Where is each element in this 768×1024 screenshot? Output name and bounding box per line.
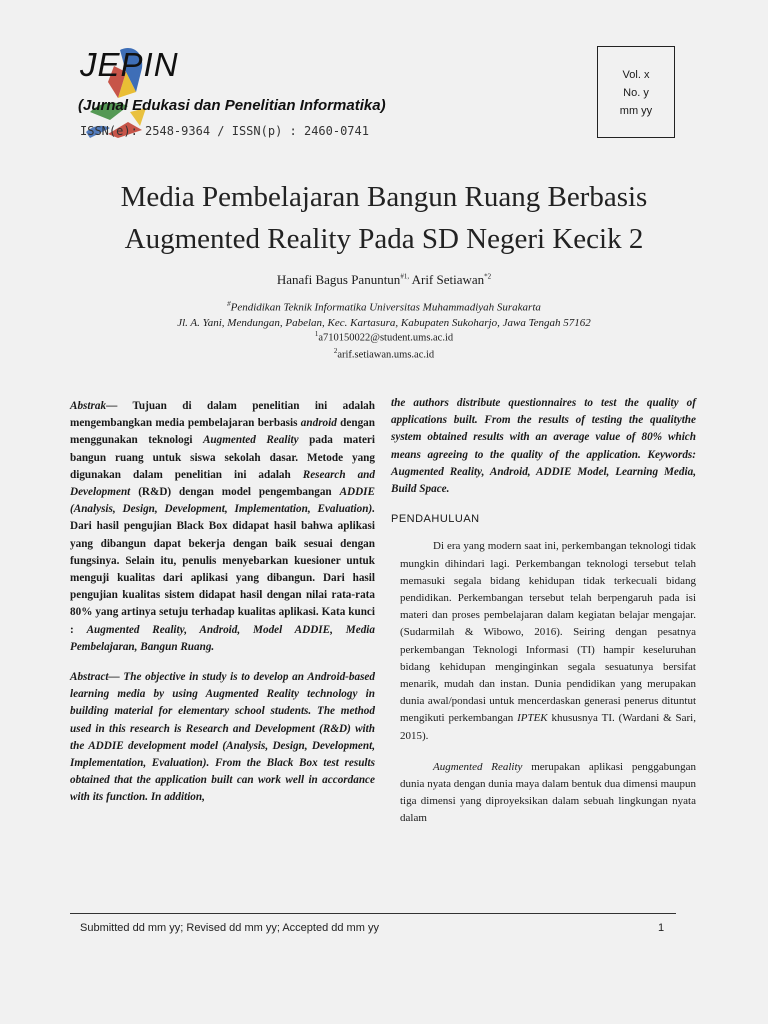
authors <box>60 272 708 288</box>
issue-date: mm yy <box>619 105 653 117</box>
email-1-text: a710150022@student.ums.ac.id <box>318 332 454 344</box>
right-column <box>391 395 696 842</box>
abstrak-text-5: Dari hasil pengujian Black Box didapat hasil bahwa aplikasi yang dibangun dapat bekerja dengan baik sesuai dengan fungsinya. Selain itu, penulis menyebarkan kuesioner untuk menguji kualitas dari aplikasi yang dibangun. Dari hasil pengujian kualitas sistem didapat hasil dengan nilai rata-rata 80% yang artinya setuju terhadap kualitas aplikasi. Kata kunci : <box>70 520 375 636</box>
abstrak-keywords: Augmented Reality, Android, Model ADDIE, Media Pembelajaran, Bangun Ruang. <box>70 623 375 653</box>
title-line-2: Augmented Reality Pada SD Negeri Kecik 2 <box>124 223 644 255</box>
affiliation <box>60 297 708 331</box>
abstrak-text-4: (R&D) dengan model pengembangan <box>130 486 340 499</box>
abstrak-android: android <box>300 417 337 430</box>
page-number: 1 <box>658 922 665 934</box>
author-2-mark: *2 <box>484 272 492 281</box>
email-2-text: arif.setiawan.ums.ac.id <box>337 349 435 361</box>
journal-subtitle: (Jurnal Edukasi dan Penelitian Informatika) <box>78 97 386 114</box>
issn: ISSN(e): 2548-9364 / ISSN(p) : 2460-0741 <box>80 124 369 138</box>
author-2: Arif Setiawan <box>409 272 485 287</box>
email-2-mark: 2 <box>333 347 338 355</box>
abstrak-label: Abstrak <box>70 400 107 412</box>
intro-paragraph-2 <box>400 759 696 828</box>
email-2 <box>60 347 708 361</box>
intro-iptek: IPTEK <box>517 712 548 725</box>
email-1-mark: 1 <box>314 330 319 338</box>
volume-box <box>597 46 675 138</box>
volume: Vol. x <box>622 69 650 81</box>
section-heading: PENDAHULUAN <box>391 513 480 526</box>
abstrak-text-1: — Tujuan di dalam penelitian ini adalah mengembangkan media pembelajaran berbasis <box>70 400 375 430</box>
abstrak-paragraph <box>70 398 375 656</box>
left-column <box>70 398 375 820</box>
title-line-1: Media Pembelajaran Bangun Ruang Berbasis <box>120 181 648 213</box>
footer-rule <box>70 913 676 914</box>
intro-text-2: khususnya TI. (Wardani & Sari, 2015). <box>400 712 696 742</box>
intro-text-3: merupakan aplikasi penggabungan dunia nyata dengan dunia maya dalam bentuk dua dimensi maupun tiga dimensi yang diproyeksikan dalam sebuah lingkungan nyata dalam <box>400 760 697 825</box>
issue-number: No. y <box>623 87 649 99</box>
abstrak-rd: Research and Development <box>70 468 375 499</box>
intro-ar: Augmented Reality <box>433 760 523 773</box>
affiliation-line-1: Pendidikan Teknik Informatika Universitas Muhammadiyah Surakarta <box>230 301 541 314</box>
article-title <box>60 176 708 260</box>
journal-name: JEPIN <box>80 46 179 83</box>
abstrak-ar: Augmented Reality <box>202 434 299 447</box>
submission-dates: Submitted dd mm yy; Revised dd mm yy; Accepted dd mm yy <box>80 922 379 934</box>
intro-text-1: Di era yang modern saat ini, perkembangan teknologi tidak mungkin dihindari lagi. Perkembangan teknologi tersebut telah memasuki segala bidang kehidupan tidak terkecuali bidang pendidikan. Perkembangan tersebut telah berpengaruh pada isi materi dan proses pembelajaran dalam kegiatan belajar mengajar. (Sudarmilah & Wibowo, 2016). Seiring dengan pesatnya perkembangan Teknologi Informasi (TI) hampir keseluruhan bidang kehidupan menginginkan segala sesuatunya bersifat menarik, mudah dan instan. Dunia pendidikan yang merupakan dunia awal/pondasi untuk mencerdaskan generasi penerus dituntut mengikuti perkembangan <box>400 540 696 725</box>
email-1 <box>60 330 708 344</box>
affiliation-line-2: Jl. A. Yani, Mendungan, Pabelan, Kec. Kartasura, Kabupaten Sukoharjo, Jawa Tengah 57162 <box>177 316 591 329</box>
author-1-mark: #1, <box>400 272 410 281</box>
intro-paragraph-1 <box>400 538 696 744</box>
affiliation-mark: # <box>227 300 231 308</box>
author-1: Hanafi Bagus Panuntun <box>276 272 401 287</box>
abstrak-addie: ADDIE (Analysis, Design, Development, Implementation, Evaluation). <box>70 486 375 516</box>
abstract-english: Abstract— The objective in study is to develop an Android-based learning media by using Augmented Reality technology in building material for elementary school students. The method used in this research is Research and Development (R&D) with the ADDIE development model (Analysis, Design, Development, Implementation, Evaluation). From the Black Box test results obtained that the application built can work well in accordance with its function. In addition, <box>70 671 375 804</box>
abstrak-text-3: pada materi bangun ruang untuk siswa sekolah dasar. Metode yang digunakan dalam penelitian ini adalah <box>70 434 375 481</box>
abstract-english-continued: the authors distribute questionnaires to test the quality of applications built. From the results of testing the qualitythe system obtained results with an average value of 80% which means agreeing to the quality of the application. Keywords: Augmented Reality, Android, ADDIE Model, Learning Media, Build Space. <box>391 397 696 496</box>
abstrak-text-2: dengan menggunakan teknologi <box>70 417 375 447</box>
